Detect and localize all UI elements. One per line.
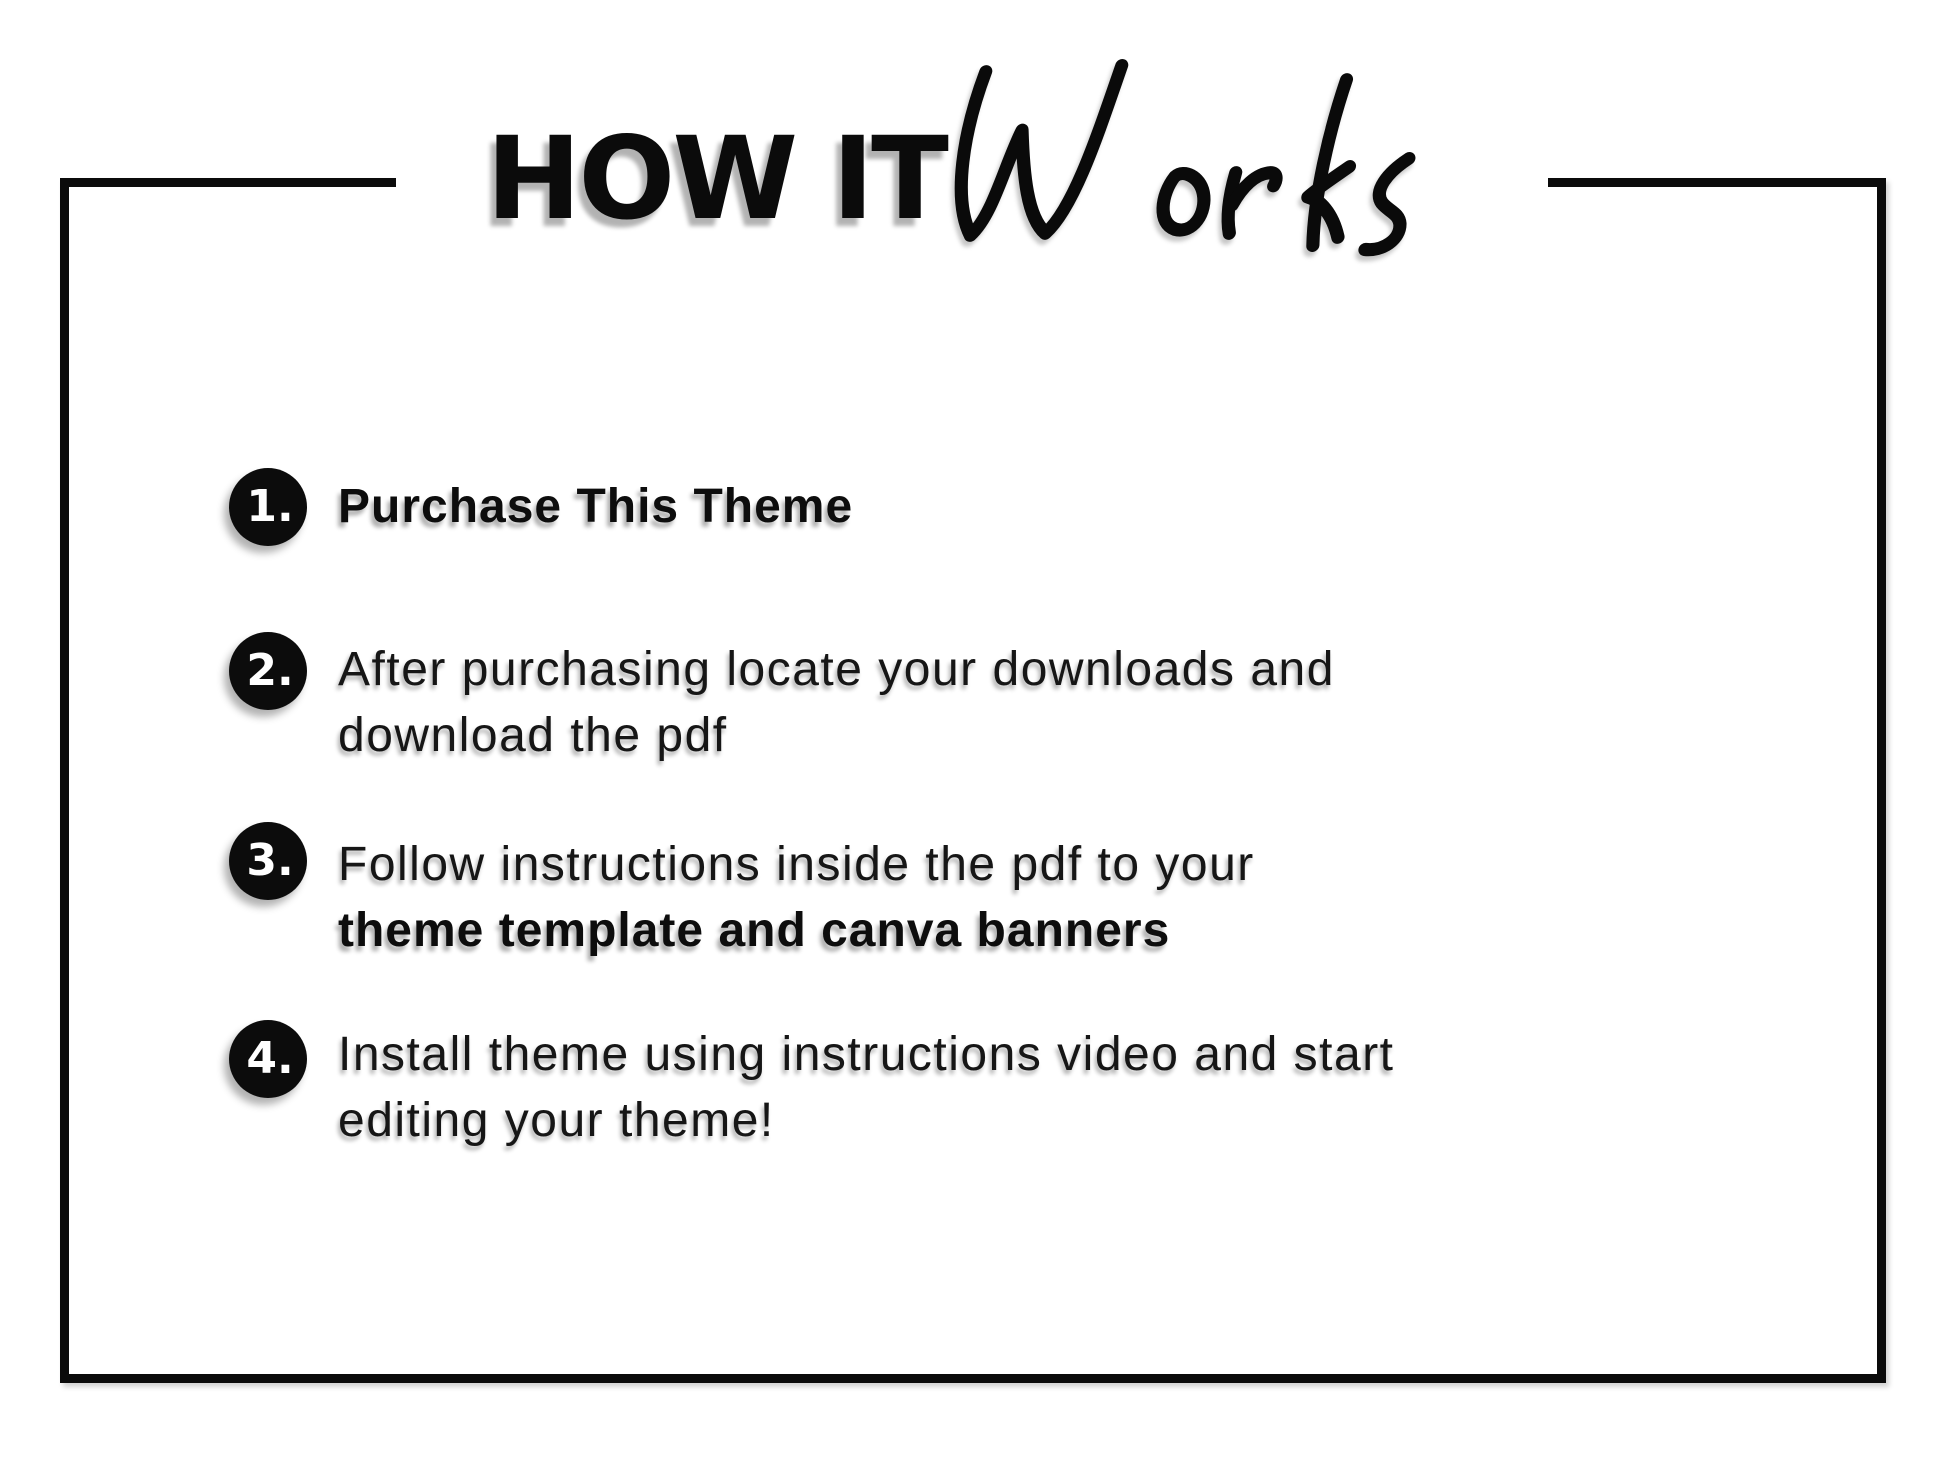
border-frame xyxy=(60,178,1886,1383)
step-line: download the pdf xyxy=(338,709,728,762)
step-text-4 xyxy=(338,1022,1688,1154)
page-title: HOW IT xyxy=(486,112,946,245)
step-line: Purchase This Theme xyxy=(338,480,854,533)
step-line: Install theme using instructions video and start xyxy=(338,1028,1395,1081)
step-text-3 xyxy=(338,832,1688,964)
step-line: theme template and canva banners xyxy=(338,904,1171,957)
step-line: After purchasing locate your downloads and xyxy=(338,643,1335,696)
title-script-works xyxy=(940,44,1445,264)
step-text-2 xyxy=(338,637,1688,769)
step-badge-1 xyxy=(229,468,307,546)
step-number-3: 3. xyxy=(246,835,294,886)
step-number-1: 1. xyxy=(246,481,294,532)
step-text-1 xyxy=(338,474,1688,540)
page-title-script-text xyxy=(0,0,1,1)
step-number-4: 4. xyxy=(246,1033,294,1084)
works-script-glyphs xyxy=(954,66,1419,250)
step-badge-4 xyxy=(229,1020,307,1098)
step-number-2: 2. xyxy=(246,645,294,696)
step-badge-2 xyxy=(229,632,307,710)
step-badge-3 xyxy=(229,822,307,900)
step-line: Follow instructions inside the pdf to your xyxy=(338,838,1255,891)
step-line: editing your theme! xyxy=(338,1094,775,1147)
